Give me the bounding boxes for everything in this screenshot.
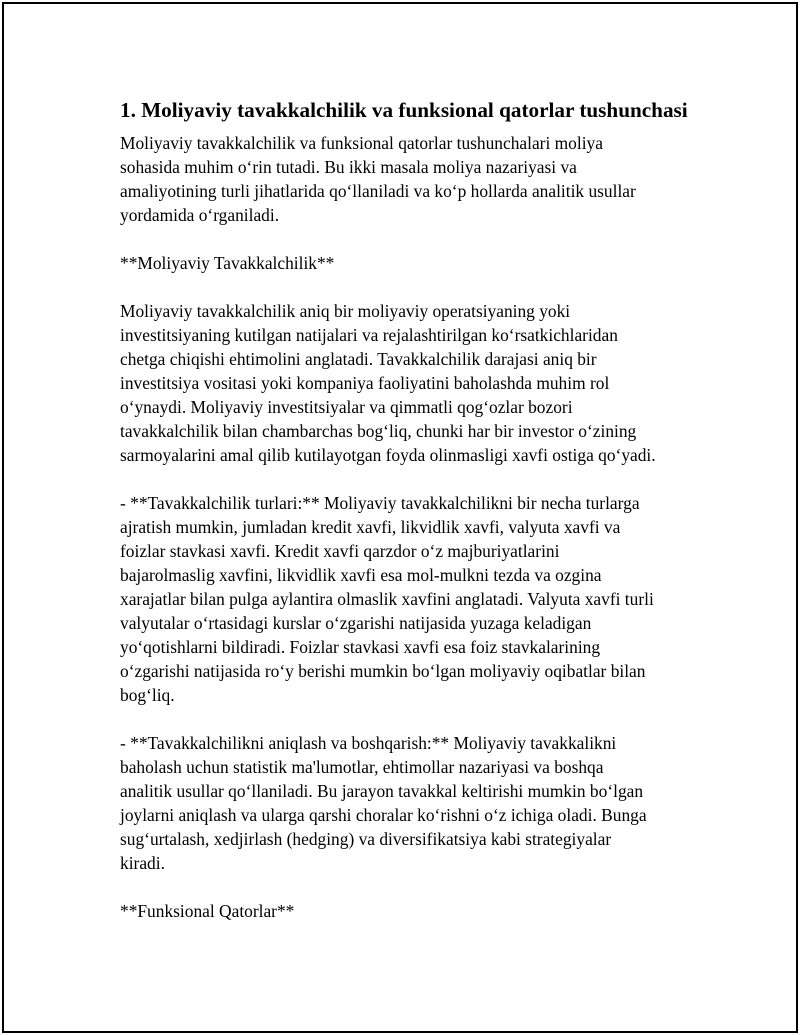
text-line: Moliyaviy tavakkalchilik aniq bir moliyaviy operatsiyaning yoki [120, 301, 571, 321]
text-line: **Funksional Qatorlar** [120, 901, 295, 921]
text-line: o‘ynaydi. Moliyaviy investitsiyalar va qimmatli qog‘ozlar bozori [120, 397, 573, 417]
section-heading: 1. Moliyaviy tavakkalchilik va funksional qatorlar tushunchasi [120, 98, 688, 122]
text-line: Moliyaviy tavakkalchilik va funksional qatorlar tushunchalari moliya [120, 133, 603, 153]
text-line: valyutalar o‘rtasidagi kurslar o‘zgarishi natijasida yuzaga keladigan [120, 613, 592, 633]
text-line: - **Tavakkalchilik turlari:** Moliyaviy tavakkalchilikni bir necha turlarga [120, 493, 640, 513]
text-line: sarmoyalarini amal qilib kutilayotgan foyda olinmasligi xavfi ostiga qo‘yadi. [120, 445, 656, 465]
text-line: amaliyotining turli jihatlarida qo‘llaniladi va ko‘p hollarda analitik usullar [120, 181, 636, 201]
text-line: tavakkalchilik bilan chambarchas bog‘liq, chunki har bir investor o‘zining [120, 421, 637, 441]
paragraph [120, 491, 720, 707]
text-line: xarajatlar bilan pulga aylantira olmaslik xavfini anglatadi. Valyuta xavfi turli [120, 589, 654, 609]
text-line: **Moliyaviy Tavakkalchilik** [120, 253, 335, 273]
page-frame [2, 2, 798, 1033]
text-line: investitsiya vositasi yoki kompaniya faoliyatini baholashda muhim rol [120, 373, 610, 393]
document-body [120, 96, 720, 947]
text-line: bog‘liq. [120, 685, 175, 705]
text-line: sohasida muhim o‘rin tutadi. Bu ikki masala moliya nazariyasi va [120, 157, 577, 177]
text-line: investitsiyaning kutilgan natijalari va rejalashtirilgan ko‘rsatkichlaridan [120, 325, 618, 345]
paragraph-list [120, 131, 720, 923]
text-line: bajarolmaslig xavfini, likvidlik xavfi esa mol-mulkni tezda va ozgina [120, 565, 602, 585]
text-line: chetga chiqishi ehtimolini anglatadi. Tavakkalchilik darajasi aniq bir [120, 349, 597, 369]
text-line: sug‘urtalash, xedjirlash (hedging) va diversifikatsiya kabi strategiyalar [120, 829, 612, 849]
text-line: ajratish mumkin, jumladan kredit xavfi, likvidlik xavfi, valyuta xavfi va [120, 517, 621, 537]
text-line: joylarni aniqlash va ularga qarshi choralar ko‘rishni o‘z ichiga oladi. Bunga [120, 805, 647, 825]
text-line: baholash uchun statistik ma'lumotlar, ehtimollar nazariyasi va boshqa [120, 757, 604, 777]
text-line: - **Tavakkalchilikni aniqlash va boshqarish:** Moliyaviy tavakkalikni [120, 733, 617, 753]
text-line: foizlar stavkasi xavfi. Kredit xavfi qarzdor o‘z majburiyatlarini [120, 541, 560, 561]
paragraph [120, 899, 720, 923]
text-line: analitik usullar qo‘llaniladi. Bu jarayon tavakkal keltirishi mumkin bo‘lgan [120, 781, 644, 801]
paragraph [120, 251, 720, 275]
text-line: yo‘qotishlarni bildiradi. Foizlar stavkasi xavfi esa foiz stavkalarining [120, 637, 601, 657]
text-line: yordamida o‘rganiladi. [120, 205, 280, 225]
paragraph [120, 131, 720, 227]
paragraph [120, 731, 720, 875]
text-line: kiradi. [120, 853, 165, 873]
text-line: o‘zgarishi natijasida ro‘y berishi mumkin bo‘lgan moliyaviy oqibatlar bilan [120, 661, 646, 681]
paragraph [120, 299, 720, 467]
